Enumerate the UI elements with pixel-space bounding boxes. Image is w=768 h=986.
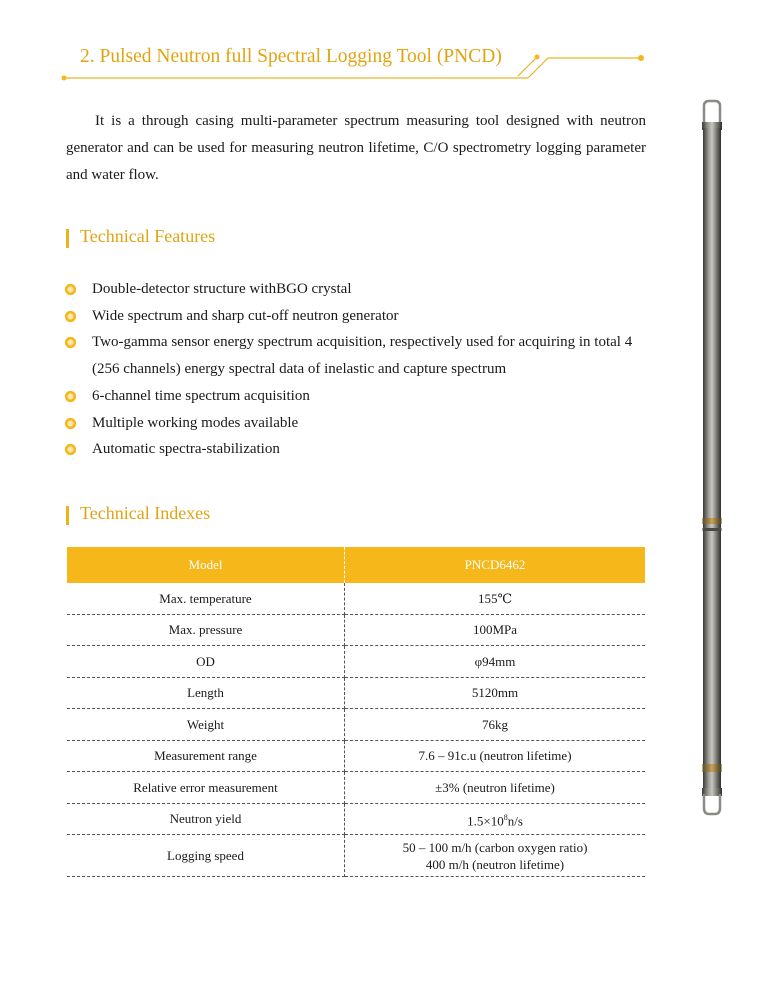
spec-label: Max. pressure — [67, 614, 345, 646]
table-row — [67, 709, 645, 741]
spec-value: 100MPa — [345, 614, 646, 646]
bullet-icon — [64, 336, 77, 349]
table-row — [67, 835, 645, 877]
bullet-icon — [64, 443, 77, 456]
heading-bar — [66, 506, 69, 525]
table-row — [67, 583, 645, 614]
table-row — [67, 677, 645, 709]
column-header: PNCD6462 — [345, 547, 646, 583]
indexes-heading — [66, 503, 210, 524]
features-list — [64, 276, 648, 463]
spec-label: Length — [67, 677, 345, 709]
bullet-icon — [64, 310, 77, 323]
table-row — [67, 646, 645, 678]
spec-value: 5120mm — [345, 677, 646, 709]
list-item: Wide spectrum and sharp cut-off neutron generator — [64, 303, 648, 330]
list-item: Automatic spectra-stabilization — [64, 436, 648, 463]
list-item: Double-detector structure withBGO crystal — [64, 276, 648, 303]
features-heading-text: Technical Features — [80, 226, 216, 246]
spec-label: Relative error measurement — [67, 772, 345, 804]
list-item: Multiple working modes available — [64, 410, 648, 437]
spec-value: 7.6 – 91c.u (neutron lifetime) — [345, 740, 646, 772]
spec-label: Neutron yield — [67, 803, 345, 835]
spec-value: 155℃ — [345, 583, 646, 614]
spec-label: Max. temperature — [67, 583, 345, 614]
table-row — [67, 803, 645, 835]
spec-label: OD — [67, 646, 345, 678]
spec-label: Measurement range — [67, 740, 345, 772]
spec-value: ±3% (neutron lifetime) — [345, 772, 646, 804]
spec-table — [67, 547, 645, 877]
table-row — [67, 740, 645, 772]
table-row — [67, 772, 645, 804]
spec-value: 76kg — [345, 709, 646, 741]
list-item: 6-channel time spectrum acquisition — [64, 383, 648, 410]
column-header: Model — [67, 547, 345, 583]
bullet-icon — [64, 283, 77, 296]
spec-value: $1.5\times 10^8n/s$ — [345, 803, 646, 835]
spec-label: Logging speed — [67, 835, 345, 877]
indexes-heading-text: Technical Indexes — [80, 503, 211, 523]
logging-tool-image — [690, 98, 734, 818]
heading-bar — [66, 229, 69, 248]
intro-paragraph: It is a through casing multi-parameter spectrum measuring tool designed with neutron generator and can be used for measuring neutron lifetime, C/O spectrometry logging parameter and water flow. — [66, 113, 646, 183]
table-row — [67, 614, 645, 646]
spec-label: Weight — [67, 709, 345, 741]
section-title: 2. Pulsed Neutron full Spectral Logging Tool (PNCD) — [80, 46, 502, 67]
list-item: Two-gamma sensor energy spectrum acquisition, respectively used for acquiring in total 4 (256 channels) energy spectral data of inelastic and capture spectrum — [64, 329, 648, 382]
spec-value: 50 – 100 m/h (carbon oxygen ratio) 400 m/h (neutron lifetime) — [345, 835, 646, 877]
table-header-row — [67, 547, 645, 583]
bullet-icon — [64, 417, 77, 430]
spec-value: φ94mm — [345, 646, 646, 678]
features-heading — [66, 226, 215, 247]
title-decoration — [0, 0, 768, 90]
bullet-icon — [64, 390, 77, 403]
